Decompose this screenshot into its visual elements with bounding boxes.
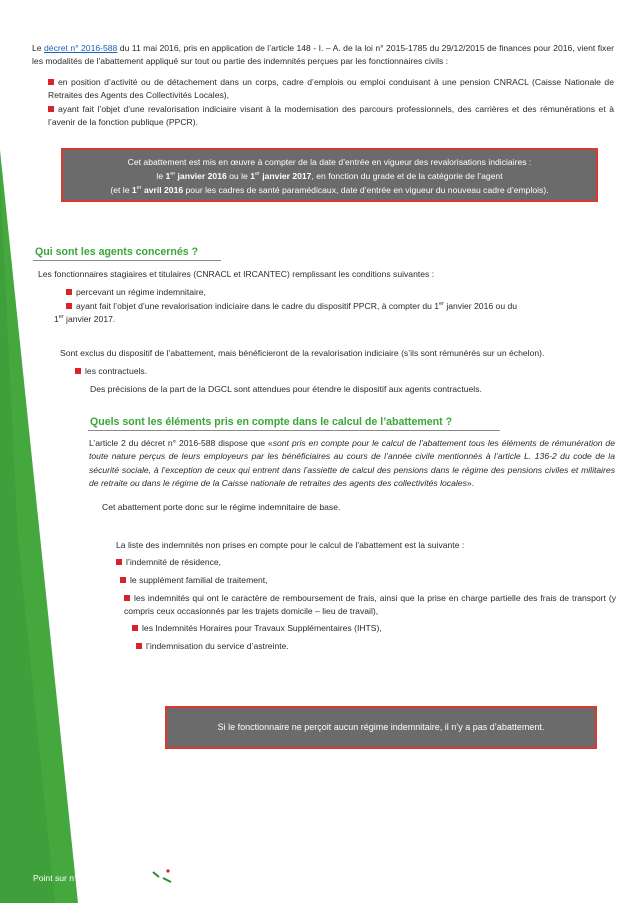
box-line-3: (et le 1er avril 2016 pour les cadres de santé paramédicaux, date d’entrée en vigueur du nouveau cadre d’emplois). <box>110 185 549 195</box>
bullet-icon <box>132 625 138 631</box>
agents-intro: Les fonctionnaires stagiaires et titulaires (CNRACL et IRCANTEC) remplissant les conditions suivantes : <box>38 269 435 279</box>
bullet-icon <box>120 577 126 583</box>
intro-bullet-1: en position d’activité ou de détachement dans un corps, cadre d’emplois ou emploi conduisant à une pension CNRACL (Caisse Nationale de Retraites des Agents des Collectivités Locales), <box>48 77 614 101</box>
bullet-icon <box>124 595 130 601</box>
excluded-item-3: les indemnités qui ont le caractère de remboursement de frais, ainsi que la prise en charge partielle des frais de transport (y compris ceux occasionnés par les trajets domicile – lieu de travail), <box>124 593 616 617</box>
section-title-elements: Quels sont les éléments pris en compte dans le calcul de l’abattement ? <box>90 416 453 428</box>
excluded-item-1: l’indemnité de résidence, <box>116 556 616 569</box>
article-2-quote: L’article 2 du décret n° 2016-588 dispose que «sont pris en compte pour le calcul de l’abattement tous les éléments de rémunération de toute nature perçus de leurs employeurs par les bénéficiaires au cours de l’année civile mentionnés à l’article L. 136-2 du code de la sécurité sociale, à l’exception de ceux qui entrent dans l’assiette de calcul des pensions dans le régime des pensions civiles et militaires de retraite ou dans le régime de la Caisse nationale de retraites des agents des collectivités locales». <box>89 438 615 489</box>
footer-page-label: Point sur n° 2016/12 / p. 2 <box>33 873 133 883</box>
bullet-icon <box>48 106 54 112</box>
cdg-logo-icon <box>145 866 177 886</box>
box-line-2: le 1er janvier 2016 ou le 1er janvier 2017, en fonction du grade et de la catégorie de l’agent <box>156 171 503 181</box>
excluded-item-5: l’indemnisation du service d’astreinte. <box>136 640 616 653</box>
intro-bullet-2: ayant fait l’objet d’une revalorisation indiciaire visant à la modernisation des parcours professionnels, des carrières et des rémunérations et à l’avenir de la fonction publique (PPCR). <box>48 104 614 128</box>
effective-date-box <box>61 148 598 202</box>
condition-2-cont: 1er janvier 2017. <box>54 314 116 324</box>
bullet-icon <box>48 79 54 85</box>
no-regime-box: Si le fonctionnaire ne perçoit aucun régime indemnitaire, il n’y a pas d’abattement. <box>165 706 597 749</box>
bullet-icon <box>75 368 81 374</box>
excluded-list-intro: La liste des indemnités non prises en compte pour le calcul de l’abattement est la suivante : <box>116 540 465 550</box>
decree-link[interactable]: décret n° 2016-588 <box>44 43 118 53</box>
exclusion-text: Sont exclus du dispositif de l’abattement, mais bénéficieront de la revalorisation indiciaire (s’ils sont rémunérés sur un échelon). <box>60 348 545 358</box>
section-title-agents: Qui sont les agents concernés ? <box>35 246 199 258</box>
dgcl-note: Des précisions de la part de la DGCL sont attendues pour étendre le dispositif aux agents contractuels. <box>90 384 482 394</box>
excluded-item-2: le supplément familial de traitement, <box>120 574 616 587</box>
bullet-icon <box>66 289 72 295</box>
condition-2: ayant fait l’objet d’une revalorisation indiciaire dans le cadre du dispositif PPCR, à compter du 1er janvier 2016 ou du <box>66 300 614 313</box>
bullet-icon <box>116 559 122 565</box>
bullet-icon <box>66 303 72 309</box>
box-line-1: Cet abattement est mis en œuvre à compter de la date d’entrée en vigueur des revalorisations indiciaires : <box>127 157 532 167</box>
exclusion-contractuels: les contractuels. <box>75 365 147 378</box>
bullet-icon <box>136 643 142 649</box>
excluded-item-4: les Indemnités Horaires pour Travaux Supplémentaires (IHTS), <box>132 622 616 635</box>
intro-paragraph: Le décret n° 2016-588 du 11 mai 2016, pris en application de l’article 148 - I. – A. de la loi n° 2015-1785 du 29/12/2015 de finances pour 2016, vient fixer les modalités de l’abattement appliqué sur tout ou partie des indemnités perçues par les fonctionnaires civils : <box>32 43 614 67</box>
section-title-underline <box>88 430 500 431</box>
base-regime-note: Cet abattement porte donc sur le régime indemnitaire de base. <box>102 502 341 512</box>
section-title-underline <box>33 260 221 261</box>
condition-1: percevant un régime indemnitaire, <box>66 286 614 299</box>
